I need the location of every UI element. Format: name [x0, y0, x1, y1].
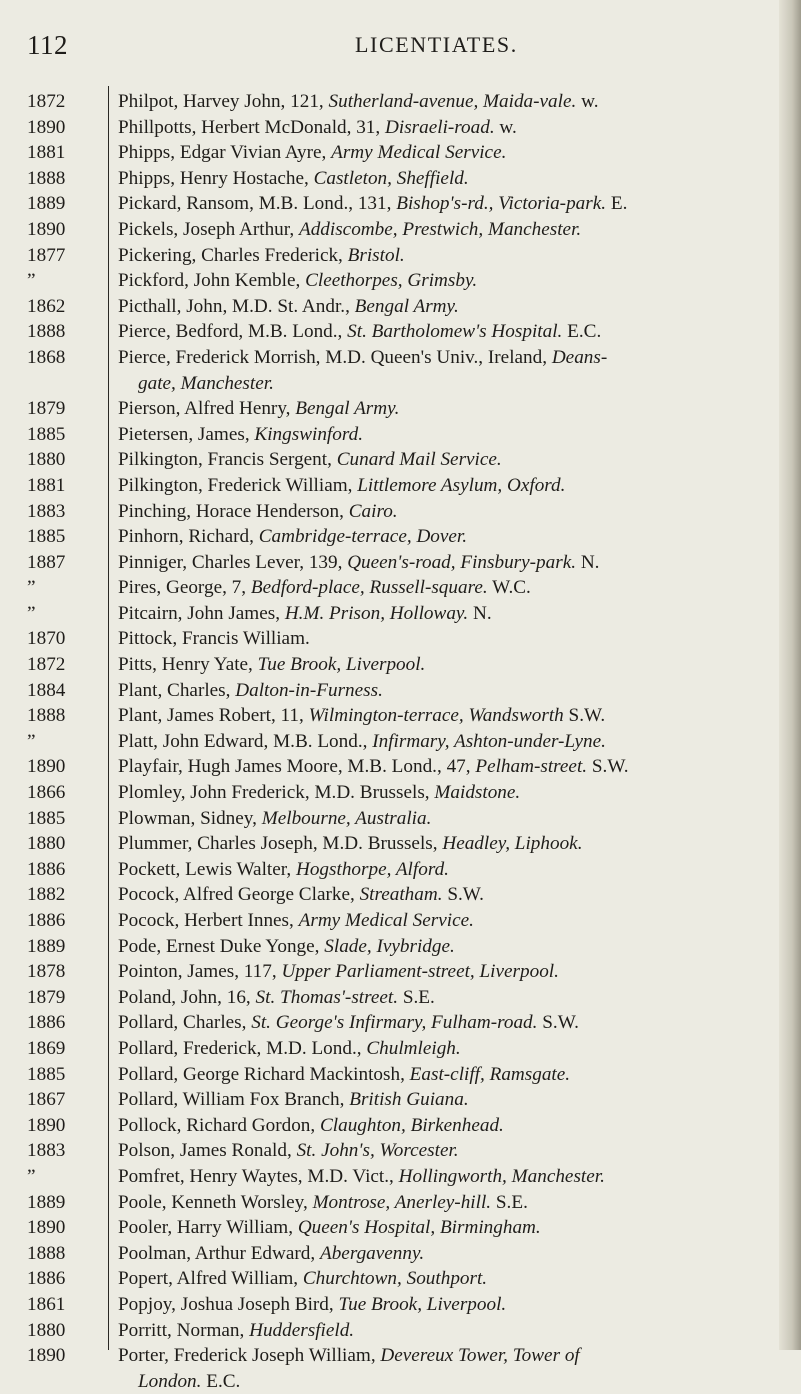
entry-text — [96, 780, 764, 806]
entry-line: Plant, Charles, Dalton-in-Furness. — [118, 679, 383, 701]
entry-text — [96, 550, 764, 576]
entry-row — [0, 1010, 790, 1036]
entry-row — [0, 1292, 790, 1318]
entry-year: 1878 — [27, 961, 66, 983]
entry-text — [96, 985, 764, 1011]
entry-year: 1870 — [27, 628, 66, 650]
entry-year: 1872 — [27, 654, 66, 676]
entry-line: Picthall, John, M.D. St. Andr., Bengal Army. — [118, 295, 459, 317]
entry-text — [96, 1113, 764, 1139]
entry-year: 1880 — [27, 833, 66, 855]
entry-text — [96, 1010, 764, 1036]
entry-text — [96, 1138, 764, 1164]
entry-row — [0, 1113, 790, 1139]
entry-line: Polson, James Ronald, St. John's, Worcester. — [118, 1140, 459, 1162]
entry-year: 1889 — [27, 193, 66, 215]
entry-year: 1886 — [27, 1012, 66, 1034]
entry-year: 1888 — [27, 167, 66, 189]
entry-row — [0, 268, 790, 294]
entry-row — [0, 140, 790, 166]
entry-year: ” — [27, 577, 36, 599]
entry-text — [96, 908, 764, 934]
entry-text — [96, 1343, 764, 1394]
entry-year: 1888 — [27, 321, 66, 343]
entry-text — [96, 89, 764, 115]
entry-line: Pinching, Horace Henderson, Cairo. — [118, 500, 398, 522]
entry-text — [96, 729, 764, 755]
entry-year: 1880 — [27, 1319, 66, 1341]
licentiates-list — [0, 89, 790, 1394]
entry-line: Pollard, William Fox Branch, British Guiana. — [118, 1089, 469, 1111]
entry-year: ” — [27, 1165, 36, 1187]
entry-line: Plant, James Robert, 11, Wilmington-terrace, Wandsworth S.W. — [118, 705, 606, 727]
entry-row — [0, 1266, 790, 1292]
entry-line: Poolman, Arthur Edward, Abergavenny. — [118, 1242, 425, 1264]
entry-row — [0, 1241, 790, 1267]
entry-line: Pickard, Ransom, M.B. Lond., 131, Bishop's-rd., Victoria-park. E. — [118, 193, 628, 215]
entry-year: 1866 — [27, 782, 66, 804]
entry-year: 1885 — [27, 807, 66, 829]
entry-line: Pocock, Alfred George Clarke, Streatham. S.W. — [118, 884, 484, 906]
entry-text — [96, 575, 764, 601]
page-number: 112 — [27, 30, 68, 60]
entry-line: London. E.C. — [138, 1370, 241, 1392]
entry-line: Plomley, John Frederick, M.D. Brussels, Maidstone. — [118, 782, 521, 804]
entry-year: 1890 — [27, 1217, 66, 1239]
entry-row — [0, 882, 790, 908]
entry-line: Pierce, Frederick Morrish, M.D. Queen's Univ., Ireland, Deans- — [118, 346, 608, 368]
entry-row — [0, 857, 790, 883]
entry-row — [0, 345, 790, 396]
entry-text — [96, 1164, 764, 1190]
entry-line: Plummer, Charles Joseph, M.D. Brussels, Headley, Liphook. — [118, 833, 583, 855]
entry-year: 1881 — [27, 474, 66, 496]
entry-line: Philpot, Harvey John, 121, Sutherland-avenue, Maida-vale. w. — [118, 91, 599, 112]
entry-row — [0, 1062, 790, 1088]
entry-year: 1885 — [27, 423, 66, 445]
entry-text — [96, 1036, 764, 1062]
entry-row — [0, 780, 790, 806]
entry-line: Pollard, George Richard Mackintosh, East-cliff, Ramsgate. — [118, 1063, 571, 1085]
entry-line: Pitts, Henry Yate, Tue Brook, Liverpool. — [118, 654, 426, 676]
entry-row — [0, 1164, 790, 1190]
entry-row — [0, 729, 790, 755]
entry-text — [96, 140, 764, 166]
entry-year: 1886 — [27, 858, 66, 880]
entry-text — [96, 1318, 764, 1344]
entry-row — [0, 319, 790, 345]
entry-row — [0, 217, 790, 243]
entry-row — [0, 473, 790, 499]
entry-text — [96, 524, 764, 550]
entry-text — [96, 268, 764, 294]
entry-row — [0, 1343, 790, 1394]
entry-line: Pode, Ernest Duke Yonge, Slade, Ivybridge. — [118, 935, 455, 957]
entry-year: ” — [27, 730, 36, 752]
entry-year: 1868 — [27, 346, 66, 368]
entry-year: 1879 — [27, 986, 66, 1008]
entry-year: 1883 — [27, 500, 66, 522]
entry-row — [0, 1318, 790, 1344]
entry-text — [96, 806, 764, 832]
entry-line: Pollock, Richard Gordon, Claughton, Birkenhead. — [118, 1114, 504, 1136]
entry-year: 1884 — [27, 679, 66, 701]
entry-text — [96, 857, 764, 883]
entry-line: Popjoy, Joshua Joseph Bird, Tue Brook, Liverpool. — [118, 1293, 507, 1315]
entry-row — [0, 831, 790, 857]
entry-text — [96, 1241, 764, 1267]
entry-row — [0, 115, 790, 141]
entry-line: Pointon, James, 117, Upper Parliament-street, Liverpool. — [118, 961, 559, 983]
entry-year: 1885 — [27, 1063, 66, 1085]
entry-line: Pockett, Lewis Walter, Hogsthorpe, Alford. — [118, 858, 449, 880]
entry-line: Porritt, Norman, Huddersfield. — [118, 1319, 355, 1341]
entry-row — [0, 703, 790, 729]
entry-row — [0, 678, 790, 704]
entry-line: Pitcairn, John James, H.M. Prison, Holloway. N. — [118, 602, 492, 624]
entry-year: 1880 — [27, 449, 66, 471]
entry-text — [96, 934, 764, 960]
entry-line: Pierson, Alfred Henry, Bengal Army. — [118, 398, 400, 420]
entry-text — [96, 115, 764, 141]
entry-row — [0, 1215, 790, 1241]
entry-year: 1890 — [27, 218, 66, 240]
entry-year: 1877 — [27, 244, 66, 266]
entry-year: 1887 — [27, 551, 66, 573]
entry-row — [0, 166, 790, 192]
entry-text — [96, 1087, 764, 1113]
entry-year: 1888 — [27, 1242, 66, 1264]
entry-year: 1890 — [27, 756, 66, 778]
entry-text — [96, 345, 764, 396]
entry-text — [96, 959, 764, 985]
entry-line: Platt, John Edward, M.B. Lond., Infirmary, Ashton-under-Lyne. — [118, 730, 606, 752]
entry-row — [0, 1190, 790, 1216]
entry-row — [0, 985, 790, 1011]
entry-text — [96, 191, 764, 217]
entry-text — [96, 294, 764, 320]
entry-row — [0, 1138, 790, 1164]
entry-line: Pollard, Charles, St. George's Infirmary, Fulham-road. S.W. — [118, 1012, 579, 1034]
entry-line: Phillpotts, Herbert McDonald, 31, Disraeli-road. w. — [118, 116, 517, 138]
entry-line: Pietersen, James, Kingswinford. — [118, 423, 363, 445]
entry-line: Pierce, Bedford, M.B. Lond., St. Bartholomew's Hospital. E.C. — [118, 321, 602, 343]
page-header — [0, 30, 801, 66]
entry-row — [0, 754, 790, 780]
entry-text — [96, 1215, 764, 1241]
entry-year: 1886 — [27, 910, 66, 931]
entry-year: 1879 — [27, 398, 66, 420]
entry-row — [0, 652, 790, 678]
entry-row — [0, 908, 790, 934]
entry-year: 1889 — [27, 1191, 66, 1213]
entry-text — [96, 1190, 764, 1216]
entry-row — [0, 575, 790, 601]
entry-line: Porter, Frederick Joseph William, Devereux Tower, Tower of — [118, 1345, 580, 1367]
entry-row — [0, 499, 790, 525]
entry-year: 1881 — [27, 142, 66, 164]
entry-row — [0, 626, 790, 652]
entry-row — [0, 934, 790, 960]
entry-line: Phipps, Edgar Vivian Ayre, Army Medical Service. — [118, 142, 507, 164]
entry-year: 1890 — [27, 116, 66, 138]
entry-text — [96, 831, 764, 857]
entry-text — [96, 626, 764, 652]
entry-row — [0, 1087, 790, 1113]
entry-year: 1885 — [27, 526, 66, 548]
entry-row — [0, 524, 790, 550]
entry-row — [0, 422, 790, 448]
entry-line: Plowman, Sidney, Melbourne, Australia. — [118, 807, 432, 829]
entry-year: 1889 — [27, 935, 66, 957]
entry-year: 1883 — [27, 1140, 66, 1162]
entry-year: ” — [27, 270, 36, 292]
entry-line: Pinniger, Charles Lever, 139, Queen's-road, Finsbury-park. N. — [118, 551, 600, 573]
entry-text — [96, 319, 764, 345]
entry-text — [96, 243, 764, 269]
entry-year: 1888 — [27, 705, 66, 727]
entry-line: Pollard, Frederick, M.D. Lond., Chulmleigh. — [118, 1037, 461, 1059]
entry-line: Pooler, Harry William, Queen's Hospital, Birmingham. — [118, 1217, 541, 1239]
entry-text — [96, 447, 764, 473]
entry-line: Pinhorn, Richard, Cambridge-terrace, Dover. — [118, 526, 468, 548]
entry-text — [96, 217, 764, 243]
entry-year: 1869 — [27, 1037, 66, 1059]
running-title: LICENTIATES. — [355, 32, 518, 57]
entry-line: Pickering, Charles Frederick, Bristol. — [118, 244, 405, 266]
entry-text — [96, 754, 764, 780]
entry-text — [96, 601, 764, 627]
entry-row — [0, 396, 790, 422]
entry-line: Pocock, Herbert Innes, Army Medical Service. — [118, 910, 474, 931]
entry-text — [96, 1062, 764, 1088]
entry-year: 1872 — [27, 91, 66, 112]
entry-year: 1886 — [27, 1268, 66, 1290]
entry-year: 1867 — [27, 1089, 66, 1111]
entry-line: Pittock, Francis William. — [118, 628, 310, 650]
entry-row — [0, 191, 790, 217]
entry-row — [0, 959, 790, 985]
entry-line: Popert, Alfred William, Churchtown, Southport. — [118, 1268, 488, 1290]
entry-line: Poland, John, 16, St. Thomas'-street. S.E. — [118, 986, 435, 1008]
entry-year: 1861 — [27, 1293, 66, 1315]
entry-year: 1890 — [27, 1114, 66, 1136]
entry-line: Phipps, Henry Hostache, Castleton, Sheffield. — [118, 167, 469, 189]
entry-line: Pickels, Joseph Arthur, Addiscombe, Prestwich, Manchester. — [118, 218, 582, 240]
entry-year: 1890 — [27, 1345, 66, 1367]
entry-text — [96, 703, 764, 729]
entry-text — [96, 166, 764, 192]
entry-line: gate, Manchester. — [138, 372, 274, 394]
entry-row — [0, 447, 790, 473]
entry-line: Playfair, Hugh James Moore, M.B. Lond., 47, Pelham-street. S.W. — [118, 756, 629, 778]
entry-line: Pilkington, Francis Sergent, Cunard Mail Service. — [118, 449, 502, 471]
entry-line: Poole, Kenneth Worsley, Montrose, Anerley-hill. S.E. — [118, 1191, 528, 1213]
entry-line: Pomfret, Henry Waytes, M.D. Vict., Hollingworth, Manchester. — [118, 1165, 605, 1187]
entry-year: 1862 — [27, 295, 66, 317]
entry-line: Pilkington, Frederick William, Littlemore Asylum, Oxford. — [118, 474, 566, 496]
entry-text — [96, 882, 764, 908]
entry-row — [0, 89, 790, 115]
entry-line: Pires, George, 7, Bedford-place, Russell-square. W.C. — [118, 577, 531, 599]
entry-year: 1882 — [27, 884, 66, 906]
entry-row — [0, 243, 790, 269]
entry-year: ” — [27, 602, 36, 624]
entry-text — [96, 678, 764, 704]
entry-row — [0, 806, 790, 832]
entry-line: Pickford, John Kemble, Cleethorpes, Grimsby. — [118, 270, 478, 292]
entry-text — [96, 499, 764, 525]
entry-row — [0, 1036, 790, 1062]
entry-text — [96, 422, 764, 448]
entry-text — [96, 1292, 764, 1318]
entry-row — [0, 601, 790, 627]
entry-text — [96, 396, 764, 422]
entry-row — [0, 294, 790, 320]
entry-text — [96, 473, 764, 499]
entry-text — [96, 1266, 764, 1292]
entry-text — [96, 652, 764, 678]
entry-row — [0, 550, 790, 576]
